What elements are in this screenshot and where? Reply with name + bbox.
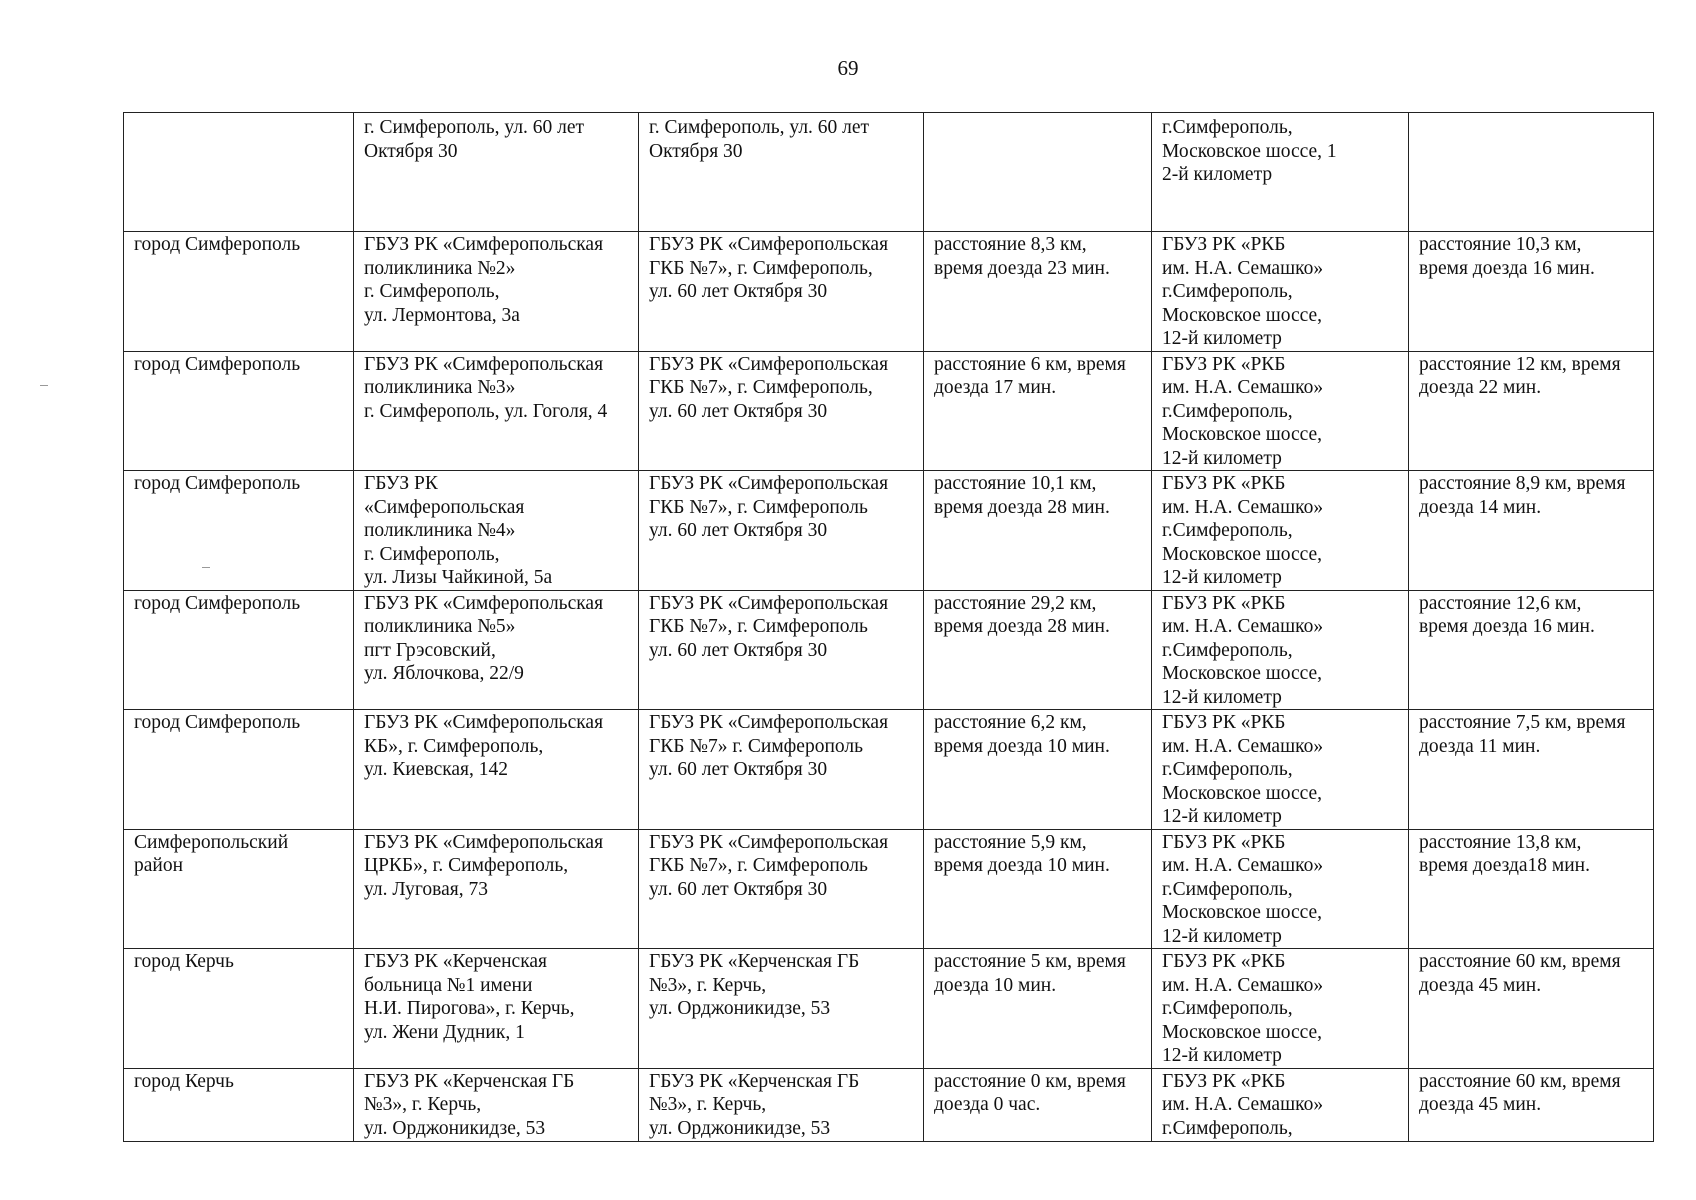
table-row — [124, 590, 1654, 710]
cell-territory: город Симферополь — [124, 590, 354, 710]
cell-regional-hospital: ГБУЗ РК «РКБ им. Н.А. Семашко» г.Симферополь, Московское шоссе, 12-й километр — [1152, 590, 1409, 710]
cell-territory: город Симферополь — [124, 351, 354, 471]
cell-second-distance: расстояние 12 км, время доезда 22 мин. — [1409, 351, 1654, 471]
table-row — [124, 1068, 1654, 1141]
cell-regional-hospital: г.Симферополь, Московское шоссе, 1 2-й километр — [1152, 113, 1409, 232]
cell-medical-organization: ГБУЗ РК «Симферопольская поликлиника №2» г. Симферополь, ул. Лермонтова, 3а — [354, 232, 639, 352]
table-row — [124, 829, 1654, 949]
cell-second-distance: расстояние 8,9 км, время доезда 14 мин. — [1409, 471, 1654, 591]
cell-territory: город Симферополь — [124, 471, 354, 591]
cell-first-distance: расстояние 8,3 км, время доезда 23 мин. — [924, 232, 1152, 352]
cell-first-level-hospital: ГБУЗ РК «Керченская ГБ №3», г. Керчь, ул. Орджоникидзе, 53 — [639, 1068, 924, 1141]
cell-medical-organization: ГБУЗ РК «Симферопольская поликлиника №3» г. Симферополь, ул. Гоголя, 4 — [354, 351, 639, 471]
cell-regional-hospital: ГБУЗ РК «РКБ им. Н.А. Семашко» г.Симферополь, — [1152, 1068, 1409, 1141]
cell-first-distance: расстояние 29,2 км, время доезда 28 мин. — [924, 590, 1152, 710]
table-row — [124, 471, 1654, 591]
cell-first-distance: расстояние 5 км, время доезда 10 мин. — [924, 949, 1152, 1069]
cell-regional-hospital: ГБУЗ РК «РКБ им. Н.А. Семашко» г.Симферополь, Московское шоссе, 12-й километр — [1152, 949, 1409, 1069]
cell-first-level-hospital: ГБУЗ РК «Симферопольская ГКБ №7», г. Симферополь ул. 60 лет Октября 30 — [639, 471, 924, 591]
hospital-routing-table — [123, 112, 1653, 1142]
cell-medical-organization: ГБУЗ РК «Симферопольская поликлиника №4» г. Симферополь, ул. Лизы Чайкиной, 5а — [354, 471, 639, 591]
cell-medical-organization: ГБУЗ РК «Керченская ГБ №3», г. Керчь, ул. Орджоникидзе, 53 — [354, 1068, 639, 1141]
cell-second-distance: расстояние 60 км, время доезда 45 мин. — [1409, 949, 1654, 1069]
cell-territory: Симферопольский район — [124, 829, 354, 949]
cell-territory: город Симферополь — [124, 710, 354, 830]
table-row — [124, 710, 1654, 830]
cell-first-level-hospital: ГБУЗ РК «Симферопольская ГКБ №7», г. Симферополь ул. 60 лет Октября 30 — [639, 829, 924, 949]
cell-second-distance: расстояние 13,8 км, время доезда18 мин. — [1409, 829, 1654, 949]
cell-first-level-hospital: ГБУЗ РК «Симферопольская ГКБ №7», г. Симферополь ул. 60 лет Октября 30 — [639, 590, 924, 710]
cell-first-level-hospital: ГБУЗ РК «Керченская ГБ №3», г. Керчь, ул. Орджоникидзе, 53 — [639, 949, 924, 1069]
cell-regional-hospital: ГБУЗ РК «РКБ им. Н.А. Семашко» г.Симферополь, Московское шоссе, 12-й километр — [1152, 471, 1409, 591]
page-number: 69 — [837, 56, 859, 80]
cell-first-distance — [924, 113, 1152, 232]
cell-second-distance: расстояние 60 км, время доезда 45 мин. — [1409, 1068, 1654, 1141]
cell-second-distance: расстояние 10,3 км, время доезда 16 мин. — [1409, 232, 1654, 352]
cell-first-distance: расстояние 6 км, время доезда 17 мин. — [924, 351, 1152, 471]
cell-regional-hospital: ГБУЗ РК «РКБ им. Н.А. Семашко» г.Симферополь, Московское шоссе, 12-й километр — [1152, 351, 1409, 471]
cell-first-distance: расстояние 10,1 км, время доезда 28 мин. — [924, 471, 1152, 591]
cell-regional-hospital: ГБУЗ РК «РКБ им. Н.А. Семашко» г.Симферополь, Московское шоссе, 12-й километр — [1152, 829, 1409, 949]
cell-second-distance — [1409, 113, 1654, 232]
cell-first-level-hospital: ГБУЗ РК «Симферопольская ГКБ №7», г. Симферополь, ул. 60 лет Октября 30 — [639, 351, 924, 471]
cell-medical-organization: ГБУЗ РК «Симферопольская поликлиника №5» пгт Грэсовский, ул. Яблочкова, 22/9 — [354, 590, 639, 710]
cell-territory — [124, 113, 354, 232]
cell-first-level-hospital: г. Симферополь, ул. 60 лет Октября 30 — [639, 113, 924, 232]
cell-medical-organization: ГБУЗ РК «Симферопольская КБ», г. Симферополь, ул. Киевская, 142 — [354, 710, 639, 830]
cell-first-level-hospital: ГБУЗ РК «Симферопольская ГКБ №7» г. Симферополь ул. 60 лет Октября 30 — [639, 710, 924, 830]
cell-first-distance: расстояние 0 км, время доезда 0 час. — [924, 1068, 1152, 1141]
cell-territory: город Симферополь — [124, 232, 354, 352]
cell-regional-hospital: ГБУЗ РК «РКБ им. Н.А. Семашко» г.Симферополь, Московское шоссе, 12-й километр — [1152, 710, 1409, 830]
cell-medical-organization: ГБУЗ РК «Симферопольская ЦРКБ», г. Симферополь, ул. Луговая, 73 — [354, 829, 639, 949]
table-row — [124, 113, 1654, 232]
cell-territory: город Керчь — [124, 949, 354, 1069]
cell-second-distance: расстояние 7,5 км, время доезда 11 мин. — [1409, 710, 1654, 830]
cell-first-level-hospital: ГБУЗ РК «Симферопольская ГКБ №7», г. Симферополь, ул. 60 лет Октября 30 — [639, 232, 924, 352]
table-row — [124, 351, 1654, 471]
routing-table — [123, 112, 1654, 1142]
cell-medical-organization: г. Симферополь, ул. 60 лет Октября 30 — [354, 113, 639, 232]
cell-first-distance: расстояние 5,9 км, время доезда 10 мин. — [924, 829, 1152, 949]
table-row — [124, 232, 1654, 352]
cell-regional-hospital: ГБУЗ РК «РКБ им. Н.А. Семашко» г.Симферополь, Московское шоссе, 12-й километр — [1152, 232, 1409, 352]
cell-first-distance: расстояние 6,2 км, время доезда 10 мин. — [924, 710, 1152, 830]
cell-territory: город Керчь — [124, 1068, 354, 1141]
cell-second-distance: расстояние 12,6 км, время доезда 16 мин. — [1409, 590, 1654, 710]
cell-medical-organization: ГБУЗ РК «Керченская больница №1 имени Н.И. Пирогова», г. Керчь, ул. Жени Дудник, 1 — [354, 949, 639, 1069]
scan-mark — [40, 385, 48, 386]
table-row — [124, 949, 1654, 1069]
